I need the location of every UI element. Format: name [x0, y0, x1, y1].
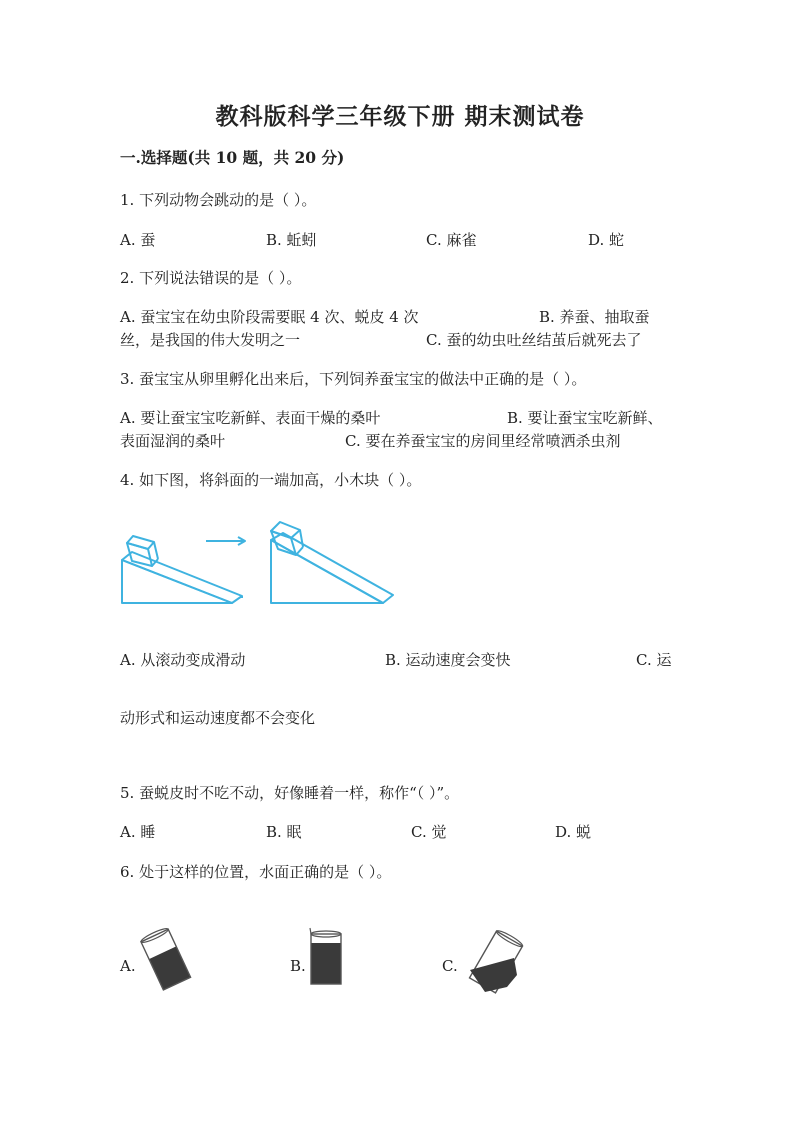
question-1-stem: 1. 下列动物会跳动的是（ ）。 [120, 191, 317, 209]
question-2-stem: 2. 下列说法错误的是（ ）。 [120, 269, 302, 287]
question-4-option-b: B. 运动速度会变快 [385, 651, 511, 669]
question-5-option-a: A. 睡 [120, 823, 156, 841]
incline-left-top [122, 552, 242, 603]
question-4-stem: 4. 如下图，将斜面的一端加高，小木块（ ）。 [120, 471, 422, 489]
block-right-top [271, 522, 300, 538]
question-3-option-c: C. 要在养蚕宝宝的房间里经常喷洒杀虫剂 [345, 432, 621, 450]
question-1-option-d: D. 蛇 [588, 231, 625, 249]
question-5-option-d: D. 蜕 [555, 823, 592, 841]
incline-right-top [271, 533, 393, 603]
incline-right-face [271, 540, 383, 603]
page-title: 教科版科学三年级下册 期末测试卷 [215, 103, 585, 130]
block-left-front [127, 543, 152, 566]
question-3-stem: 3. 蚕宝宝从卵里孵化出来后，下列饲养蚕宝宝的做法中正确的是（ ）。 [120, 370, 587, 388]
question-5-option-b: B. 眠 [266, 823, 302, 841]
question-3-option-b: B. 要让蚕宝宝吃新鲜、 [507, 409, 663, 427]
question-2-option-c: C. 蚕的幼虫吐丝结茧后就死去了 [426, 331, 642, 349]
question-6-option-a: A. [120, 957, 136, 975]
question-4-option-a: A. 从滚动变成滑动 [120, 651, 246, 669]
question-3-option-b-cont: 表面湿润的桑叶 [120, 432, 226, 450]
incline-left-face [122, 560, 232, 603]
question-2-option-a: A. 蚕宝宝在幼虫阶段需要眠 4 次、蜕皮 4 次 [120, 308, 419, 326]
question-1-option-c: C. 麻雀 [426, 231, 477, 249]
question-4-option-c-cont: 动形式和运动速度都不会变化 [120, 709, 316, 727]
question-5-option-c: C. 觉 [411, 823, 447, 841]
question-6-option-c: C. [442, 957, 458, 975]
question-2-option-b-cont: 丝，是我国的伟大发明之一 [120, 331, 301, 349]
question-1-option-a: A. 蚕 [120, 231, 156, 249]
question-2-option-b: B. 养蚕、抽取蚕 [539, 308, 650, 326]
block-left-top [127, 536, 154, 549]
question-6-option-b: B. [290, 957, 306, 975]
question-6-stem: 6. 处于这样的位置，水面正确的是（ ）。 [120, 863, 392, 881]
question-1-option-b: B. 蚯蚓 [266, 231, 317, 249]
question-5-stem: 5. 蚕蜕皮时不吃不动，好像睡着一样，称作“（ ）”。 [120, 784, 460, 802]
question-4-option-c: C. 运 [636, 651, 672, 669]
section-heading: 一.选择题(共 10 题，共 20 分) [120, 148, 345, 167]
question-3-option-a: A. 要让蚕宝宝吃新鲜、表面干燥的桑叶 [120, 409, 381, 427]
